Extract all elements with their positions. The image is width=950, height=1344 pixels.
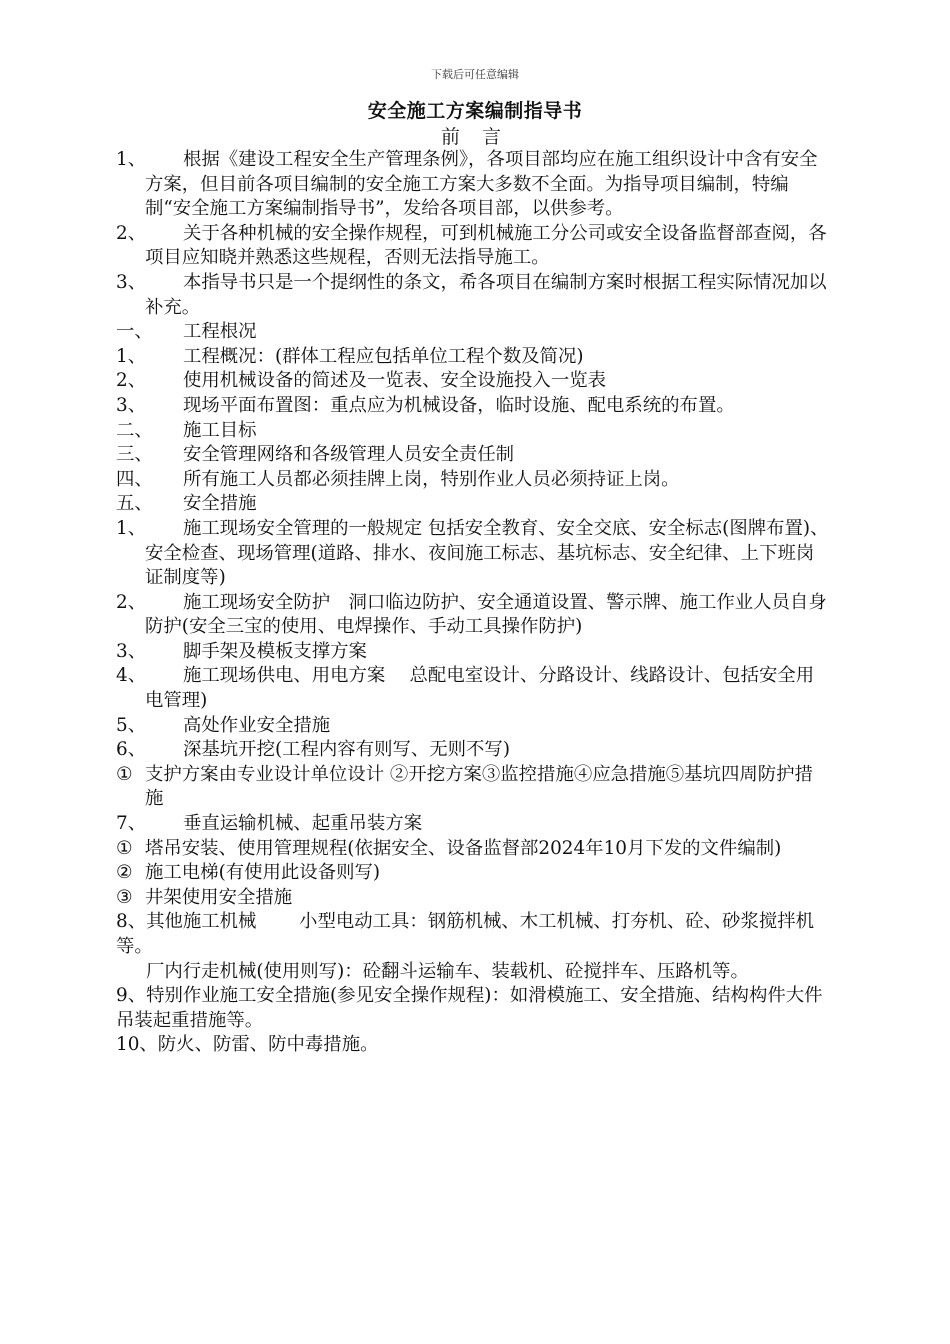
paragraph-text: 支护方案由专业设计单位设计 ②开挖方案③监控措施④应急措施⑤基坑四周防护措施 (145, 763, 813, 810)
paragraph-number: 1、 (116, 149, 147, 170)
paragraph-text: 关于各种机械的安全操作规程，可到机械施工分公司或安全设备监督部查阅，各项目应知晓并熟悉这些规程，否则无法指导施工。 (145, 222, 827, 269)
paragraph (116, 591, 831, 640)
paragraph-text: 深基坑开挖(工程内容有则写、无则不写) (183, 739, 510, 761)
paragraph-number: 6、 (116, 739, 147, 761)
paragraph-text: 工程概况：(群体工程应包括单位工程个数及简况) (183, 345, 584, 367)
preface-heading: 前 言 (440, 126, 510, 148)
paragraph (116, 369, 831, 394)
paragraph-text: 塔吊安装、使用管理规程(依据安全、设备监督部2024年10月下发的文件编制) (145, 837, 782, 859)
paragraph-text: 现场平面布置图：重点应为机械设备，临时设施、配电系统的布置。 (183, 394, 735, 416)
paragraph-number: 三、 (116, 444, 153, 466)
paragraph (116, 345, 831, 370)
paragraph-number: 一、 (116, 321, 153, 343)
paragraph (116, 664, 831, 713)
paragraph-number: ① (116, 763, 133, 785)
document-title: 安全施工方案编制指导书 (367, 100, 583, 122)
paragraph-text: 厂内行走机械(使用则写)：砼翻斗运输车、装载机、砼搅拌车、压路机等。 (146, 960, 749, 982)
paragraph-number: 2、 (116, 222, 147, 244)
paragraph-number: 4、 (116, 665, 147, 687)
paragraph-number: 1、 (116, 517, 147, 539)
paragraph-text: 施工电梯(有使用此设备则写) (145, 862, 381, 884)
paragraph (116, 837, 831, 862)
paragraph-text: 井架使用安全措施 (145, 886, 293, 908)
paragraph-text: 工程根况 (183, 321, 257, 343)
paragraph (116, 1033, 831, 1058)
paragraph (116, 640, 831, 665)
paragraph-number: 二、 (116, 419, 153, 441)
paragraph (116, 443, 831, 468)
paragraph-text: 安全措施 (183, 493, 257, 515)
paragraph (116, 394, 831, 419)
paragraph-number: 3、 (116, 394, 147, 416)
paragraph (116, 714, 831, 739)
document-body (116, 148, 831, 1058)
paragraph-number: 3、 (116, 640, 147, 662)
paragraph-text: 垂直运输机械、起重吊装方案 (183, 813, 423, 835)
paragraph (116, 492, 831, 517)
paragraph-number: 3、 (116, 271, 147, 293)
paragraph (116, 984, 831, 1033)
paragraph (116, 861, 831, 886)
paragraph-number: 2、 (116, 591, 147, 613)
paragraph (116, 148, 831, 222)
paragraph-text: 安全管理网络和各级管理人员安全责任制 (183, 444, 515, 466)
paragraph-number: 1、 (116, 345, 147, 367)
paragraph (116, 886, 831, 911)
paragraph-number: 7、 (116, 813, 147, 835)
paragraph-text: 10、防火、防雷、防中毒措施。 (116, 1034, 379, 1056)
paragraph (116, 320, 831, 345)
paragraph-number: ① (116, 837, 133, 859)
paragraph-number: ③ (116, 886, 133, 908)
paragraph (116, 738, 831, 763)
paragraph-text: 施工目标 (183, 419, 257, 441)
paragraph-text: 施工现场安全管理的一般规定 包括安全教育、安全交底、安全标志(图牌布置)、安全检查、现场管理(道路、排水、夜间施工标志、基坑标志、安全纪律、上下班岗证制度等) (145, 517, 829, 589)
paragraph (116, 763, 831, 812)
paragraph (116, 222, 831, 271)
paragraph-text: 8、其他施工机械 小型电动工具：钢筋机械、木工机械、打夯机、砼、砂浆搅拌机等。 (116, 911, 815, 957)
header-note: 下载后可任意编辑 (431, 68, 519, 81)
paragraph-number: 四、 (116, 468, 153, 490)
paragraph (116, 812, 831, 837)
paragraph (116, 517, 831, 591)
paragraph-text: 施工现场安全防护 洞口临边防护、安全通道设置、警示牌、施工作业人员自身防护(安全三宝的使用、电焊操作、手动工具操作防护) (145, 591, 827, 638)
paragraph (116, 419, 831, 444)
paragraph-text: 根据《建设工程安全生产管理条例》，各项目部均应在施工组织设计中含有安全方案，但目前各项目编制的安全施工方案大多数不全面。为指导项目编制，特编制“安全施工方案编制指导书”，发给各项目部，以供参考。 (145, 149, 818, 220)
paragraph-text: 本指导书只是一个提纲性的条文，希各项目在编制方案时根据工程实际情况加以补充。 (145, 271, 827, 318)
paragraph-text: 高处作业安全措施 (183, 714, 331, 736)
paragraph-text: 所有施工人员都必须挂牌上岗，特别作业人员必须持证上岗。 (183, 468, 680, 490)
paragraph-number: ② (116, 862, 133, 884)
paragraph-number: 2、 (116, 370, 147, 392)
paragraph-number: 五、 (116, 493, 153, 515)
paragraph (116, 960, 831, 985)
paragraph (116, 468, 831, 493)
paragraph-number: 5、 (116, 714, 147, 736)
paragraph (116, 910, 831, 959)
paragraph-text: 施工现场供电、用电方案 总配电室设计、分路设计、线路设计、包括安全用电管理) (145, 665, 815, 712)
paragraph-text: 9、特别作业施工安全措施(参见安全操作规程)：如滑模施工、安全措施、结构构件大件吊装起重措施等。 (116, 985, 823, 1031)
paragraph-text: 脚手架及模板支撑方案 (183, 640, 367, 662)
paragraph-text: 使用机械设备的简述及一览表、安全设施投入一览表 (183, 370, 606, 392)
paragraph (116, 271, 831, 320)
